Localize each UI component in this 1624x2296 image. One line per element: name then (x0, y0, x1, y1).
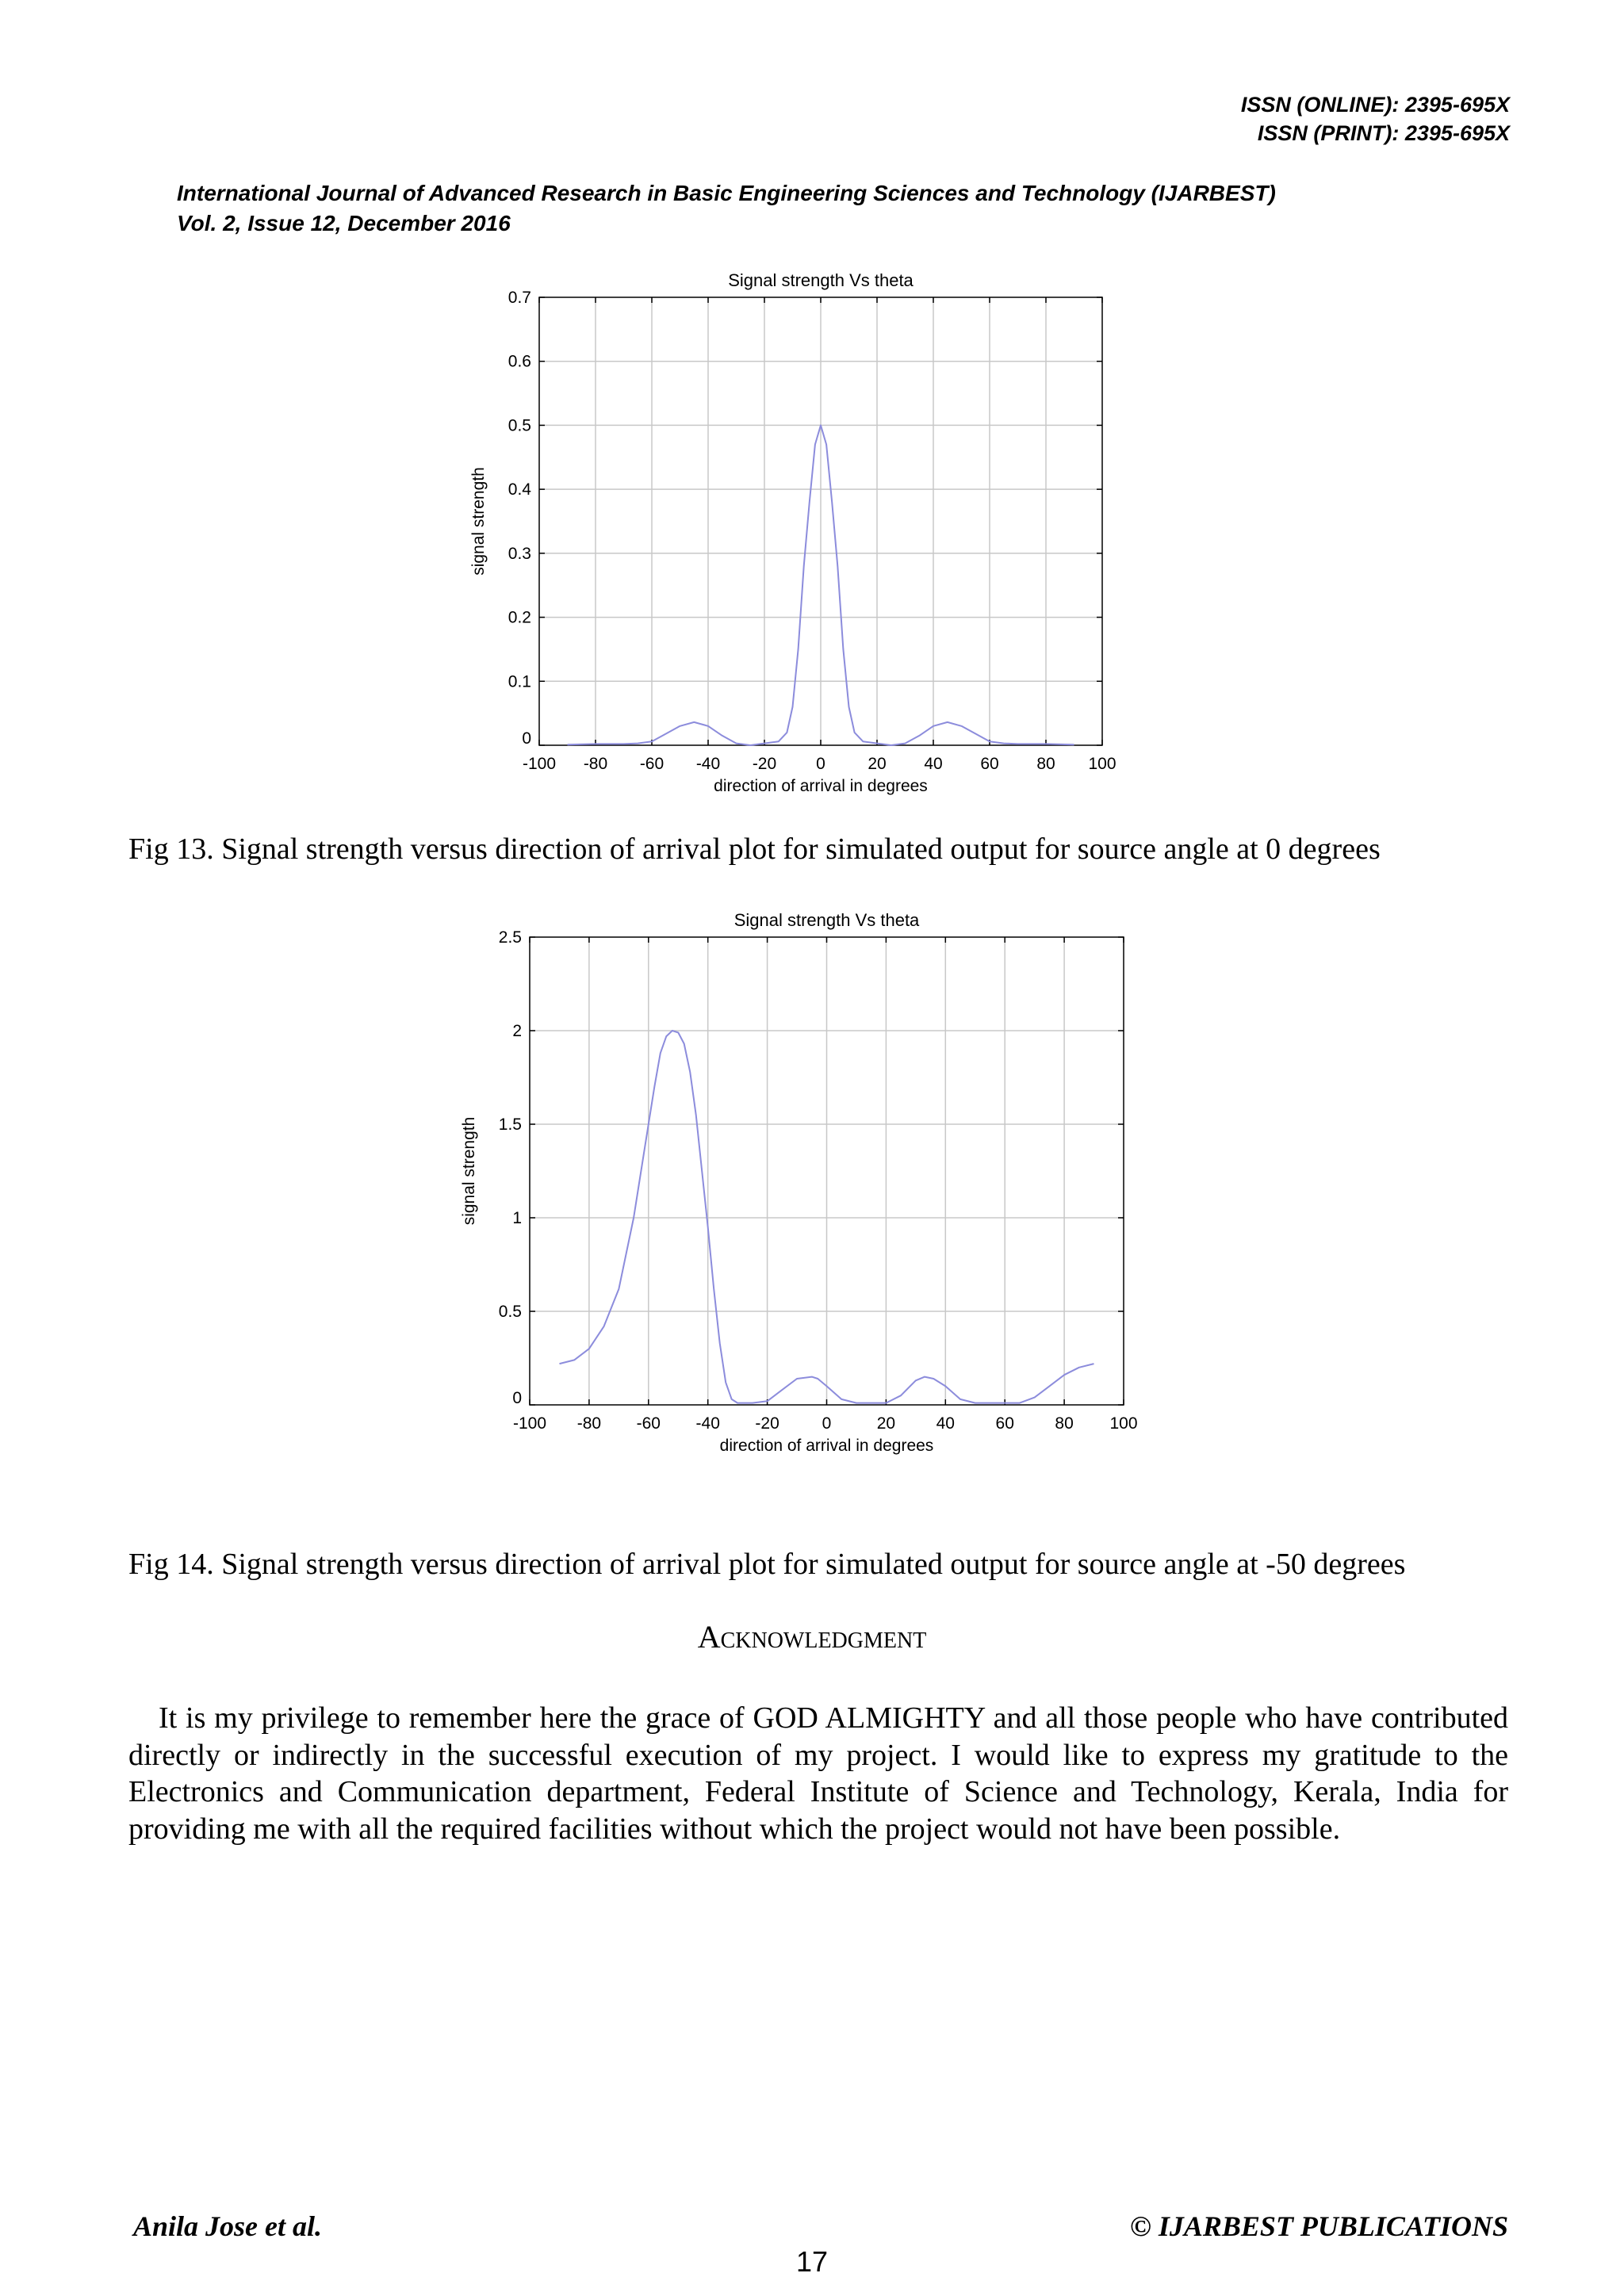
y-tick-label: 2.5 (498, 928, 522, 947)
x-tick-label: -100 (522, 755, 557, 773)
figure-13-caption: Fig 13. Signal strength versus direction of arrival plot for simulated output for source angle at 0 degrees (128, 832, 1381, 866)
y-axis-label: signal strength (469, 467, 488, 576)
x-tick-label: -80 (583, 755, 608, 773)
x-tick-label: 100 (1109, 1414, 1138, 1433)
y-tick-label: 0.4 (508, 480, 531, 499)
x-axis-label: direction of arrival in degrees (714, 777, 928, 795)
y-tick-label: 1 (512, 1209, 522, 1227)
journal-volume: Vol. 2, Issue 12, December 2016 (177, 211, 511, 235)
y-tick-label: 0.6 (508, 352, 531, 371)
y-tick-label: 0 (512, 1389, 522, 1407)
x-tick-label: -100 (512, 1414, 547, 1433)
footer-author: Anila Jose et al. (133, 2210, 323, 2242)
journal-title: International Journal of Advanced Research in Basic Engineering Sciences and Technology (IJARBEST) (177, 181, 1276, 205)
footer-publisher: © IJARBEST PUBLICATIONS (1129, 2210, 1508, 2242)
page-number: 17 (795, 2245, 829, 2278)
x-tick-label: 0 (822, 1414, 832, 1433)
x-tick-label: -80 (576, 1414, 602, 1433)
acknowledgment-text: It is my privilege to remember here the grace of GOD ALMIGHTY and all those people who have contributed directly or indirectly in the successful execution of my project. I would like to express my gratitude to the Electronics and Communication department, Federal Institute of Science and Technology, Kerala, India for providing me with all the required facilities without which the project would not have been possible. (128, 1701, 1508, 1846)
chart-title: Signal strength Vs theta (728, 270, 914, 290)
y-tick-label: 2 (512, 1022, 522, 1040)
x-tick-label: -20 (755, 1414, 779, 1433)
x-tick-label: -60 (639, 755, 665, 773)
chart-title: Signal strength Vs theta (733, 910, 920, 930)
y-tick-label: 0.7 (508, 289, 531, 307)
x-tick-label: 80 (1055, 1414, 1074, 1433)
x-axis-label: direction of arrival in degrees (719, 1437, 934, 1455)
y-tick-label: 0.5 (498, 1303, 522, 1321)
x-tick-label: 0 (816, 755, 825, 773)
y-tick-label: 0.2 (508, 608, 531, 627)
x-tick-label: 40 (936, 1414, 955, 1433)
x-tick-label: 20 (876, 1414, 896, 1433)
acknowledgment-heading: Acknowledgment (697, 1619, 927, 1655)
y-axis-label: signal strength (460, 1116, 478, 1226)
x-tick-label: -40 (695, 755, 721, 773)
x-tick-label: 60 (995, 1414, 1014, 1433)
issn-print: ISSN (PRINT): 2395-695X (1257, 121, 1510, 145)
x-tick-label: 60 (980, 755, 999, 773)
x-tick-label: -20 (752, 755, 777, 773)
x-tick-label: 20 (868, 755, 887, 773)
y-tick-label: 0.1 (508, 672, 531, 691)
y-tick-label: 1.5 (498, 1115, 522, 1134)
x-tick-label: 80 (1036, 755, 1055, 773)
x-tick-label: 40 (924, 755, 943, 773)
figure-14-caption: Fig 14. Signal strength versus direction of arrival plot for simulated output for source angle at -50 degrees (128, 1548, 1406, 1581)
y-tick-label: 0.5 (508, 416, 531, 435)
issn-online: ISSN (ONLINE): 2395-695X (1240, 93, 1510, 117)
x-tick-label: -40 (695, 1414, 720, 1433)
y-tick-label: 0 (522, 729, 531, 748)
x-tick-label: -60 (636, 1414, 661, 1433)
x-tick-label: 100 (1088, 755, 1116, 773)
y-tick-label: 0.3 (508, 544, 531, 563)
